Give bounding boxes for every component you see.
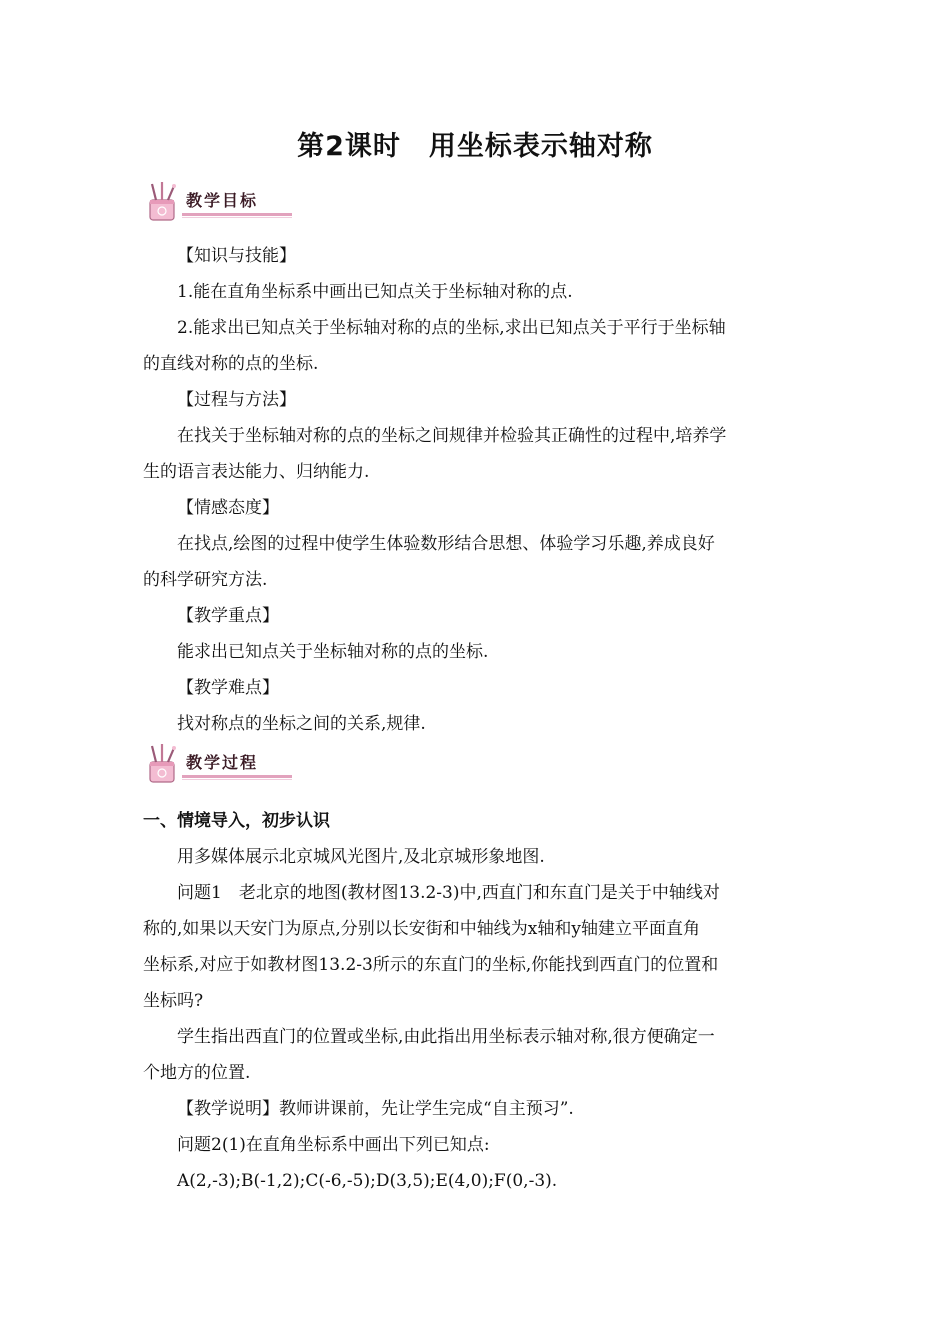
question-1-line-3: 坐标系,对应于如教材图13.2-3所示的东直门的坐标,你能找到西直门的位置和 [143, 955, 719, 975]
section-badge-goals [142, 180, 292, 224]
process-method-heading: 【过程与方法】 [177, 390, 296, 410]
part1-heading: 一、情境导入，初步认识 [143, 811, 330, 831]
question-1-line-2: 称的,如果以天安门为原点,分别以长安街和中轴线为x轴和y轴建立平面直角 [143, 919, 700, 939]
knowledge-item-2: 2.能求出已知点关于坐标轴对称的点的坐标,求出已知点关于平行于坐标轴 [177, 318, 726, 338]
page-title: 第2课时 用坐标表示轴对称 [297, 131, 653, 162]
key-point-heading: 【教学重点】 [177, 606, 279, 626]
teaching-note: 【教学说明】教师讲课前，先让学生完成“自主预习”. [177, 1099, 574, 1119]
badge-underline [182, 775, 292, 778]
section-label-process: 教学过程 [186, 753, 259, 772]
badge-underline-thin [182, 217, 292, 218]
process-paragraph-1: 用多媒体展示北京城风光图片,及北京城形象地图. [177, 847, 545, 867]
pencil-cup-icon [142, 742, 186, 786]
process-method-text-cont: 生的语言表达能力、归纳能力. [143, 462, 370, 482]
knowledge-heading: 【知识与技能】 [177, 246, 296, 266]
emotion-text: 在找点,绘图的过程中使学生体验数形结合思想、体验学习乐趣,养成良好 [177, 534, 715, 554]
process-paragraph-2-cont: 个地方的位置. [143, 1063, 251, 1083]
section-label-goals: 教学目标 [186, 191, 259, 210]
pencil-cup-icon [142, 180, 186, 224]
emotion-heading: 【情感态度】 [177, 498, 279, 518]
difficult-point-text: 找对称点的坐标之间的关系,规律. [177, 714, 426, 734]
emotion-text-cont: 的科学研究方法. [143, 570, 268, 590]
points-list: A(2,-3);B(-1,2);C(-6,-5);D(3,5);E(4,0);F(0,-3). [177, 1171, 558, 1191]
question-2: 问题2(1)在直角坐标系中画出下列已知点: [177, 1135, 490, 1155]
key-point-text: 能求出已知点关于坐标轴对称的点的坐标. [177, 642, 489, 662]
question-1-line-1: 问题1 老北京的地图(教材图13.2-3)中,西直门和东直门是关于中轴线对 [177, 883, 720, 903]
question-1-line-4: 坐标吗? [143, 991, 204, 1011]
process-method-text: 在找关于坐标轴对称的点的坐标之间规律并检验其正确性的过程中,培养学 [177, 426, 727, 446]
process-paragraph-2: 学生指出西直门的位置或坐标,由此指出用坐标表示轴对称,很方便确定一 [177, 1027, 715, 1047]
badge-underline [182, 213, 292, 216]
difficult-point-heading: 【教学难点】 [177, 678, 279, 698]
knowledge-item-1: 1.能在直角坐标系中画出已知点关于坐标轴对称的点. [177, 282, 573, 302]
badge-underline-thin [182, 779, 292, 780]
section-badge-process [142, 742, 292, 786]
knowledge-item-2-cont: 的直线对称的点的坐标. [143, 354, 319, 374]
